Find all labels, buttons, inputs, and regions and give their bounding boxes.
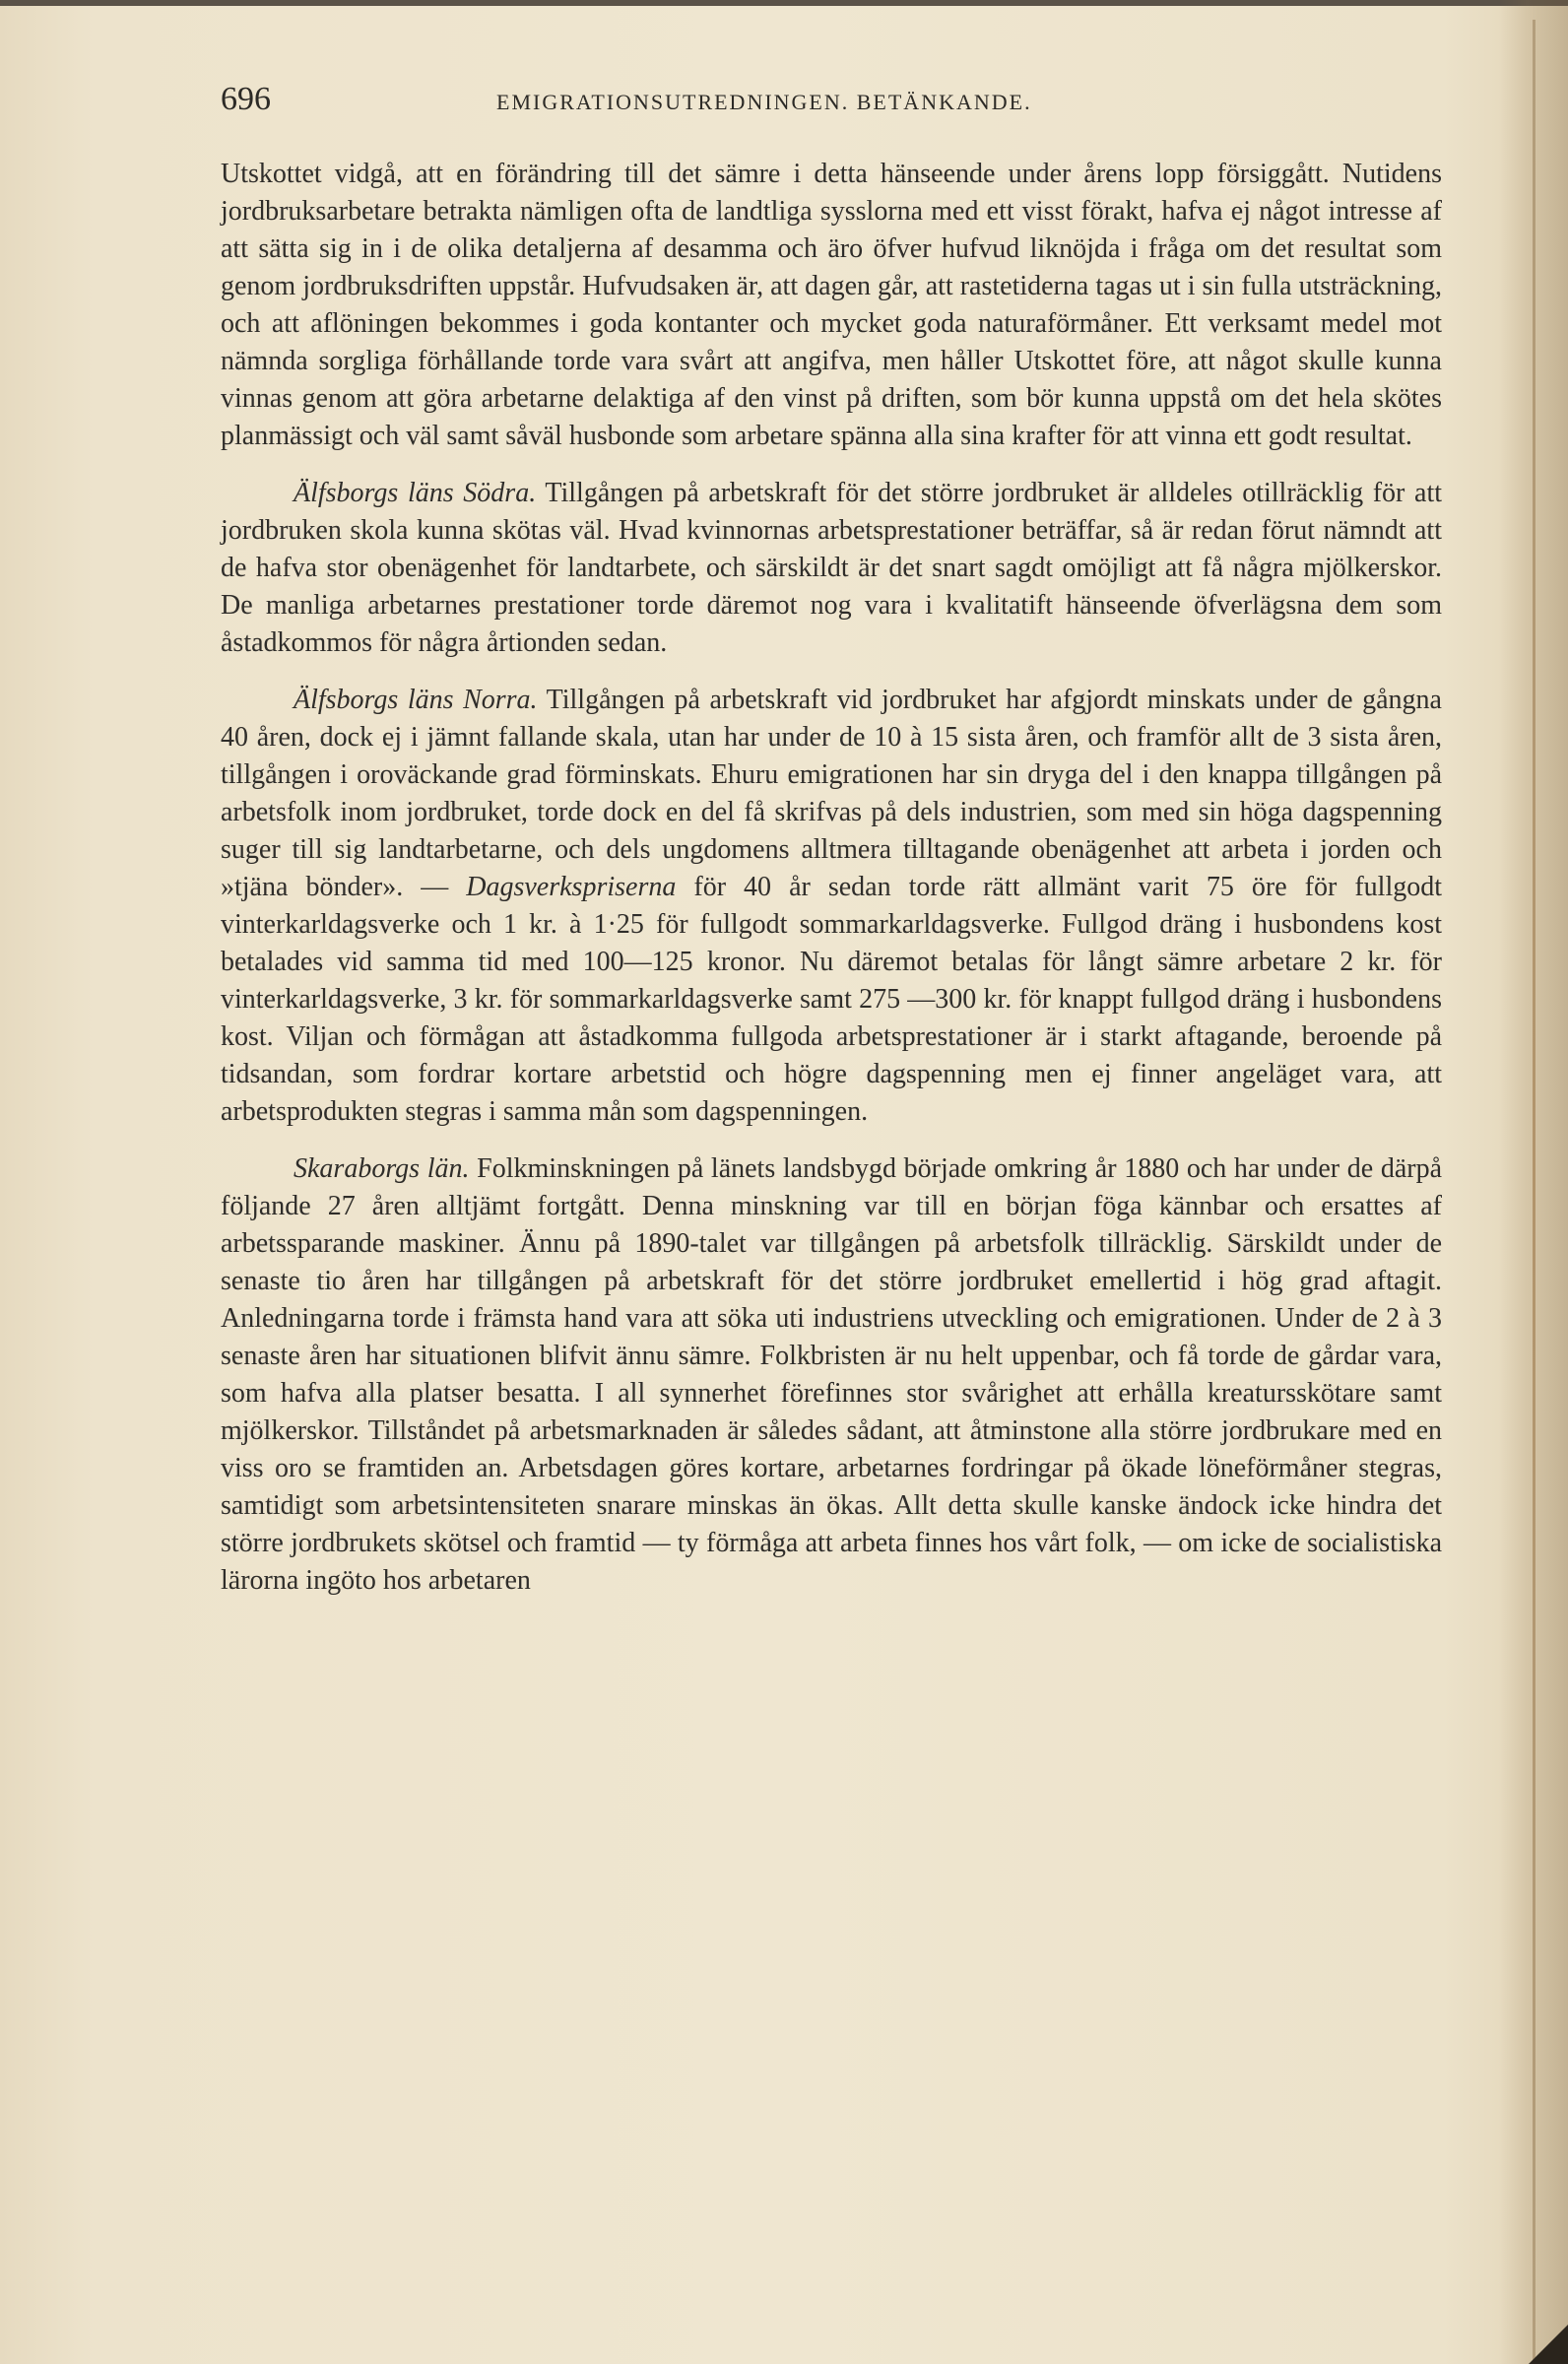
section-heading: Skaraborgs län.	[294, 1153, 470, 1184]
page-number: 696	[221, 81, 271, 117]
paragraph-skaraborgs	[221, 1150, 1442, 1600]
paragraph-text: Tillgången på arbetskraft vid jordbruket har afgjordt minskats under de gångna 40 åren, dock ej i jämnt fallande skala, utan har under de 10 à 15 sista åren, och framför allt de 3 sista åren, tillgången i oroväckande grad förminskats. Ehuru emigrationen har sin dryga del i den knappa tillgången på arbetsfolk inom jordbruket, torde dock en del få skrifvas på dels industrien, som med sin höga dagspenning suger till sig landtarbetarne, och dels ungdomens alltmera tilltagande obenägenhet att arbeta i jorden och »tjäna bönder». —	[221, 685, 1442, 902]
body-text	[221, 156, 1442, 1600]
emphasis-text: Dagsverkspriserna	[466, 872, 677, 902]
section-heading: Älfsborgs läns Södra.	[294, 478, 537, 508]
page-corner-mark	[1529, 2325, 1568, 2364]
paragraph-alfsborgs-norra	[221, 682, 1442, 1131]
paragraph-utskottet	[221, 156, 1442, 455]
section-heading: Älfsborgs läns Norra.	[294, 685, 538, 715]
paragraph-text: Tillgången på arbetskraft för det större jordbruket är alldeles otillräcklig för att jordbruken skola kunna skötas väl. Hvad kvinnornas arbetsprestationer beträffar, så är redan förut nämndt att de hafva stor obenägenhet för landtarbete, och särskildt är det snart sagdt omöjligt att få några mjölkerskor. De manliga arbetarnes prestationer torde däremot nog vara i kvalitatift hänseende öfverlägsna dem som åstadkommos för några årtionden sedan.	[221, 478, 1443, 658]
running-head: EMIGRATIONSUTREDNINGEN. BETÄNKANDE.	[496, 90, 1032, 114]
paragraph-alfsborgs-sodra	[221, 475, 1442, 662]
paragraph-text: Utskottet vidgå, att en förändring till det sämre i detta hänseende under årens lopp försiggått. Nutidens jordbruksarbetare betrakta nämligen ofta de landtliga sysslorna med ett visst förakt, hafva ej något intresse af att sätta sig in i de olika detaljerna af desamma och äro öfver hufvud liknöjda i fråga om det resultat som genom jordbruksdriften uppstår. Hufvudsaken är, att dagen går, att rastetiderna tagas ut i sin fulla utsträckning, och att aflöningen bekommes i goda kontanter och mycket goda naturaförmåner. Ett verksamt medel mot nämnda sorgliga förhållande torde vara svårt att angifva, men håller Utskottet före, att något skulle kunna vinnas genom att göra arbetarne delaktiga af den vinst på driften, som bör kunna uppstå om det hela skötes planmässigt och väl samt såväl husbonde som arbetare spänna alla sina krafter för att vinna ett godt resultat.	[221, 159, 1442, 451]
page-top-edge	[0, 0, 1568, 6]
paragraph-text: Folkminskningen på länets landsbygd började omkring år 1880 och har under de därpå följande 27 åren alltjämt fortgått. Denna minskning var till en början föga kännbar och ersattes af arbetssparande maskiner. Ännu på 1890-talet var tillgången på arbetsfolk tillräcklig. Särskildt under de senaste tio åren har tillgången på arbetskraft för det större jordbruket emellertid i hög grad aftagit. Anledningarna torde i främsta hand vara att söka uti industriens utveckling och emigrationen. Under de 2 à 3 senaste åren har situationen blifvit ännu sämre. Folkbristen är nu helt uppenbar, och få torde de gårdar vara, som hafva alla platser besatta. I all synnerhet förefinnes stor svårighet att erhålla kreatursskötare samt mjölkerskor. Tillståndet på arbetsmarknaden är således sådant, att åtminstone alla större jordbrukare med en viss oro se framtiden an. Arbetsdagen göres kortare, arbetarnes fordringar på ökade löneförmåner stegras, samtidigt som arbetsintensiteten snarare minskas än ökas. Allt detta skulle kanske ändock icke hindra det större jordbrukets skötsel och framtid — ty förmåga att arbeta finnes hos vårt folk, — om icke de socialistiska lärorna ingöto hos arbetaren	[221, 1153, 1442, 1596]
page-header	[221, 81, 1442, 130]
paragraph-text: för 40 år sedan torde rätt allmänt varit 75 öre för fullgodt vinterkarldagsverke och 1 kr. à 1·25 för fullgodt sommarkarldagsverke. Fullgod dräng i husbondens kost betalades vid samma tid med 100—125 kronor. Nu däremot betalas för långt sämre arbetare 2 kr. för vinterkarldagsverke, 3 kr. för sommarkarldagsverke samt 275 —300 kr. för knappt fullgod dräng i husbondens kost. Viljan och förmågan att åstadkomma fullgoda arbetsprestationer är i starkt aftagande, beroende på tidsandan, som fordrar kortare arbetstid och högre dagspenning men ej finner angeläget vara, att arbetsprodukten stegras i samma mån som dagspenningen.	[221, 872, 1442, 1127]
binding-edge	[1533, 20, 1535, 2364]
